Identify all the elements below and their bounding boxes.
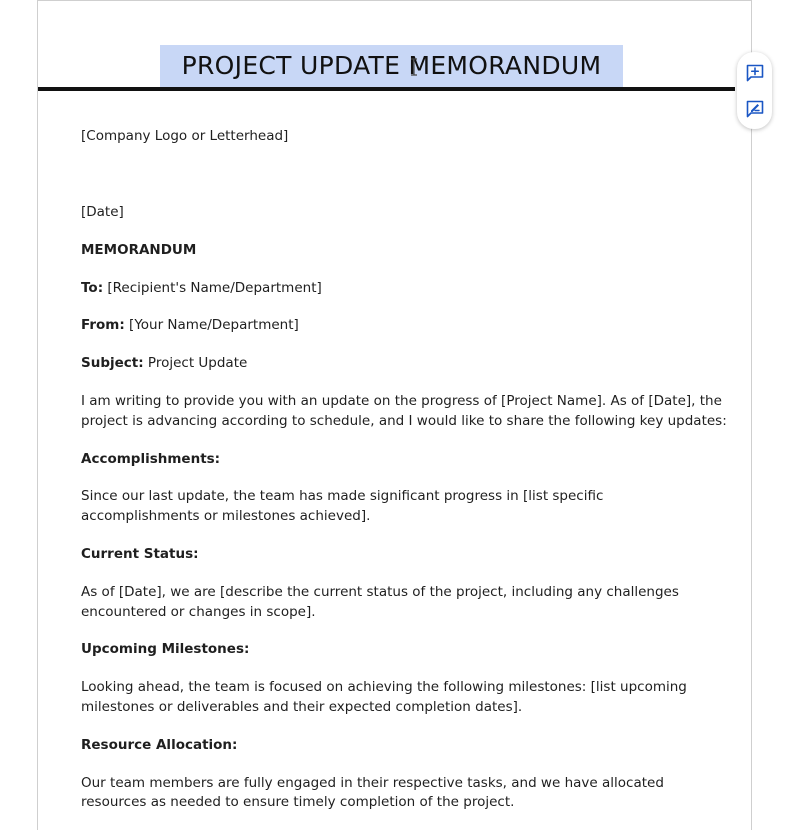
to-label: To: xyxy=(81,280,104,296)
intro-paragraph-line-2[interactable]: project is advancing according to schedule, and I would like to share the following key updates: xyxy=(81,413,727,429)
section-heading-resource-allocation[interactable]: Resource Allocation: xyxy=(81,737,238,753)
add-comment-icon xyxy=(745,63,765,83)
title-divider xyxy=(38,87,735,91)
upcoming-milestones-line-2[interactable]: milestones or deliverables and their expected completion dates]. xyxy=(81,699,523,715)
to-value: [Recipient's Name/Department] xyxy=(103,280,322,296)
accomplishments-line-1[interactable]: Since our last update, the team has made significant progress in [list specific xyxy=(81,488,604,504)
from-line[interactable] xyxy=(81,315,299,335)
subject-label: Subject: xyxy=(81,355,144,371)
memo-date[interactable]: [Date] xyxy=(81,204,124,220)
section-heading-current-status[interactable]: Current Status: xyxy=(81,546,199,562)
from-label: From: xyxy=(81,317,125,333)
section-heading-upcoming-milestones[interactable]: Upcoming Milestones: xyxy=(81,641,250,657)
from-value: [Your Name/Department] xyxy=(124,317,299,333)
suggest-edit-button[interactable] xyxy=(743,97,766,120)
suggest-edit-icon xyxy=(745,99,765,119)
current-status-line-1[interactable]: As of [Date], we are [describe the current status of the project, including any challenges xyxy=(81,584,679,600)
document-title[interactable]: PROJECT UPDATE MEMORANDUM xyxy=(160,45,623,87)
accomplishments-line-2[interactable]: accomplishments or milestones achieved]. xyxy=(81,508,371,524)
memo-heading[interactable]: MEMORANDUM xyxy=(81,242,197,258)
subject-line[interactable] xyxy=(81,353,247,373)
subject-value: Project Update xyxy=(143,355,248,371)
upcoming-milestones-line-1[interactable]: Looking ahead, the team is focused on achieving the following milestones: [list upcoming xyxy=(81,679,687,695)
section-heading-accomplishments[interactable]: Accomplishments: xyxy=(81,451,221,467)
text-cursor-icon xyxy=(410,58,418,76)
logo-placeholder[interactable]: [Company Logo or Letterhead] xyxy=(81,128,289,144)
resource-allocation-line-1[interactable]: Our team members are fully engaged in their respective tasks, and we have allocated xyxy=(81,775,664,791)
add-comment-button[interactable] xyxy=(743,61,766,84)
current-status-line-2[interactable]: encountered or changes in scope]. xyxy=(81,604,316,620)
resource-allocation-line-2[interactable]: resources as needed to ensure timely completion of the project. xyxy=(81,794,515,810)
intro-paragraph-line-1[interactable]: I am writing to provide you with an update on the progress of [Project Name]. As of [Date], the xyxy=(81,393,722,409)
to-line[interactable] xyxy=(81,278,322,298)
side-comment-toolbar xyxy=(737,52,772,129)
